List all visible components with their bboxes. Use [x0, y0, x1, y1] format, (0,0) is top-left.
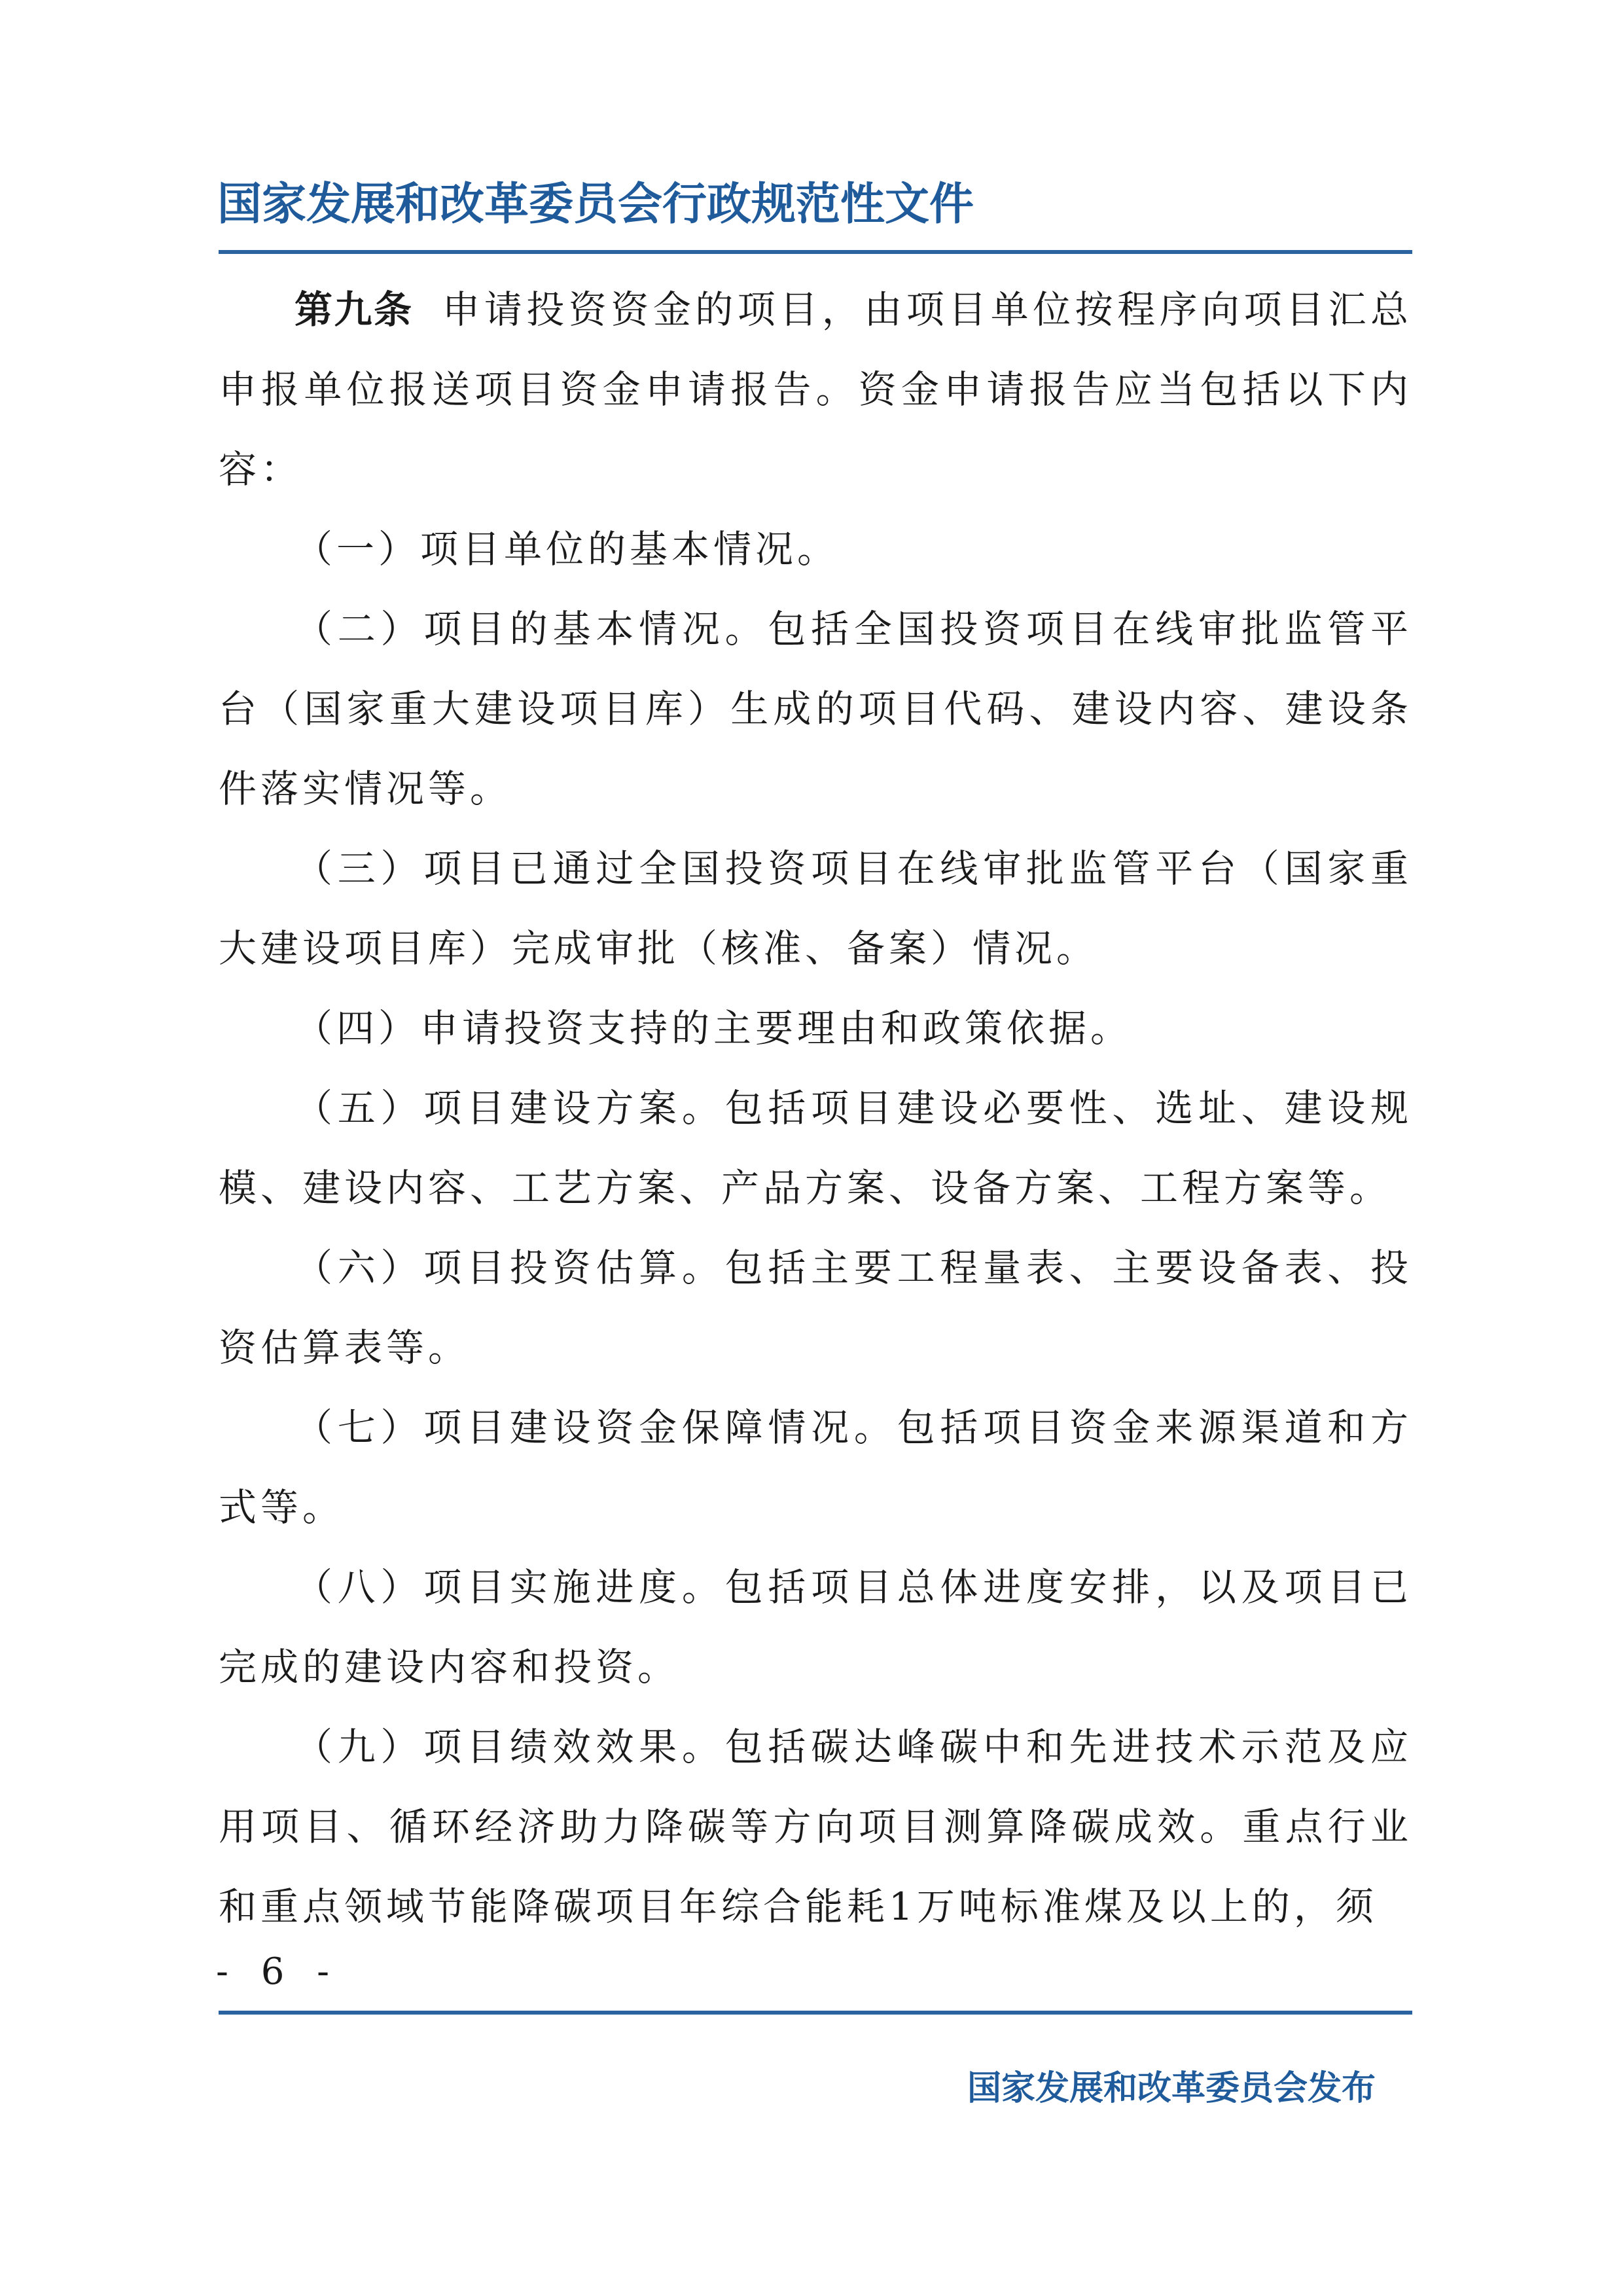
document-body [219, 270, 1412, 1946]
article-item-8: （八）项目实施进度。包括项目总体进度安排，以及项目已完成的建设内容和投资。 [219, 1565, 1412, 1689]
article-number: 第九条 [294, 287, 414, 332]
article-item-9: （九）项目绩效效果。包括碳达峰碳中和先进技术示范及应用项目、循环经济助力降碳等方向项目测算降碳成效。重点行业和重点领域节能降碳项目年综合能耗1万吨标准煤及以上的，须 [219, 1725, 1412, 1929]
article-item-5: （五）项目建设方案。包括项目建设必要性、选址、建设规模、建设内容、工艺方案、产品方案、设备方案、工程方案等。 [219, 1086, 1412, 1210]
header-divider [219, 250, 1412, 254]
article-item-3: （三）项目已通过全国投资项目在线审批监管平台（国家重大建设项目库）完成审批（核准、备案）情况。 [219, 846, 1412, 971]
article-paragraph [219, 270, 1412, 509]
footer-publisher: 国家发展和改革委员会发布 [967, 2069, 1376, 2108]
page-number: - 6 - [216, 1950, 340, 1993]
footer-divider [219, 2011, 1412, 2015]
article-item-6: （六）项目投资估算。包括主要工程量表、主要设备表、投资估算表等。 [219, 1246, 1412, 1370]
article-item-2: （二）项目的基本情况。包括全国投资项目在线审批监管平台（国家重大建设项目库）生成的项目代码、建设内容、建设条件落实情况等。 [219, 607, 1412, 811]
article-item-7: （七）项目建设资金保障情况。包括项目资金来源渠道和方式等。 [219, 1405, 1412, 1530]
article-item-4: （四）申请投资支持的主要理由和政策依据。 [294, 1006, 1133, 1050]
document-header-title: 国家发展和改革委员会行政规范性文件 [217, 179, 974, 230]
article-intro: 申请投资资金的项目，由项目单位按程序向项目汇总申报单位报送项目资金申请报告。资金申请报告应当包括以下内容： [219, 287, 1412, 492]
article-item-1: （一）项目单位的基本情况。 [294, 527, 840, 571]
